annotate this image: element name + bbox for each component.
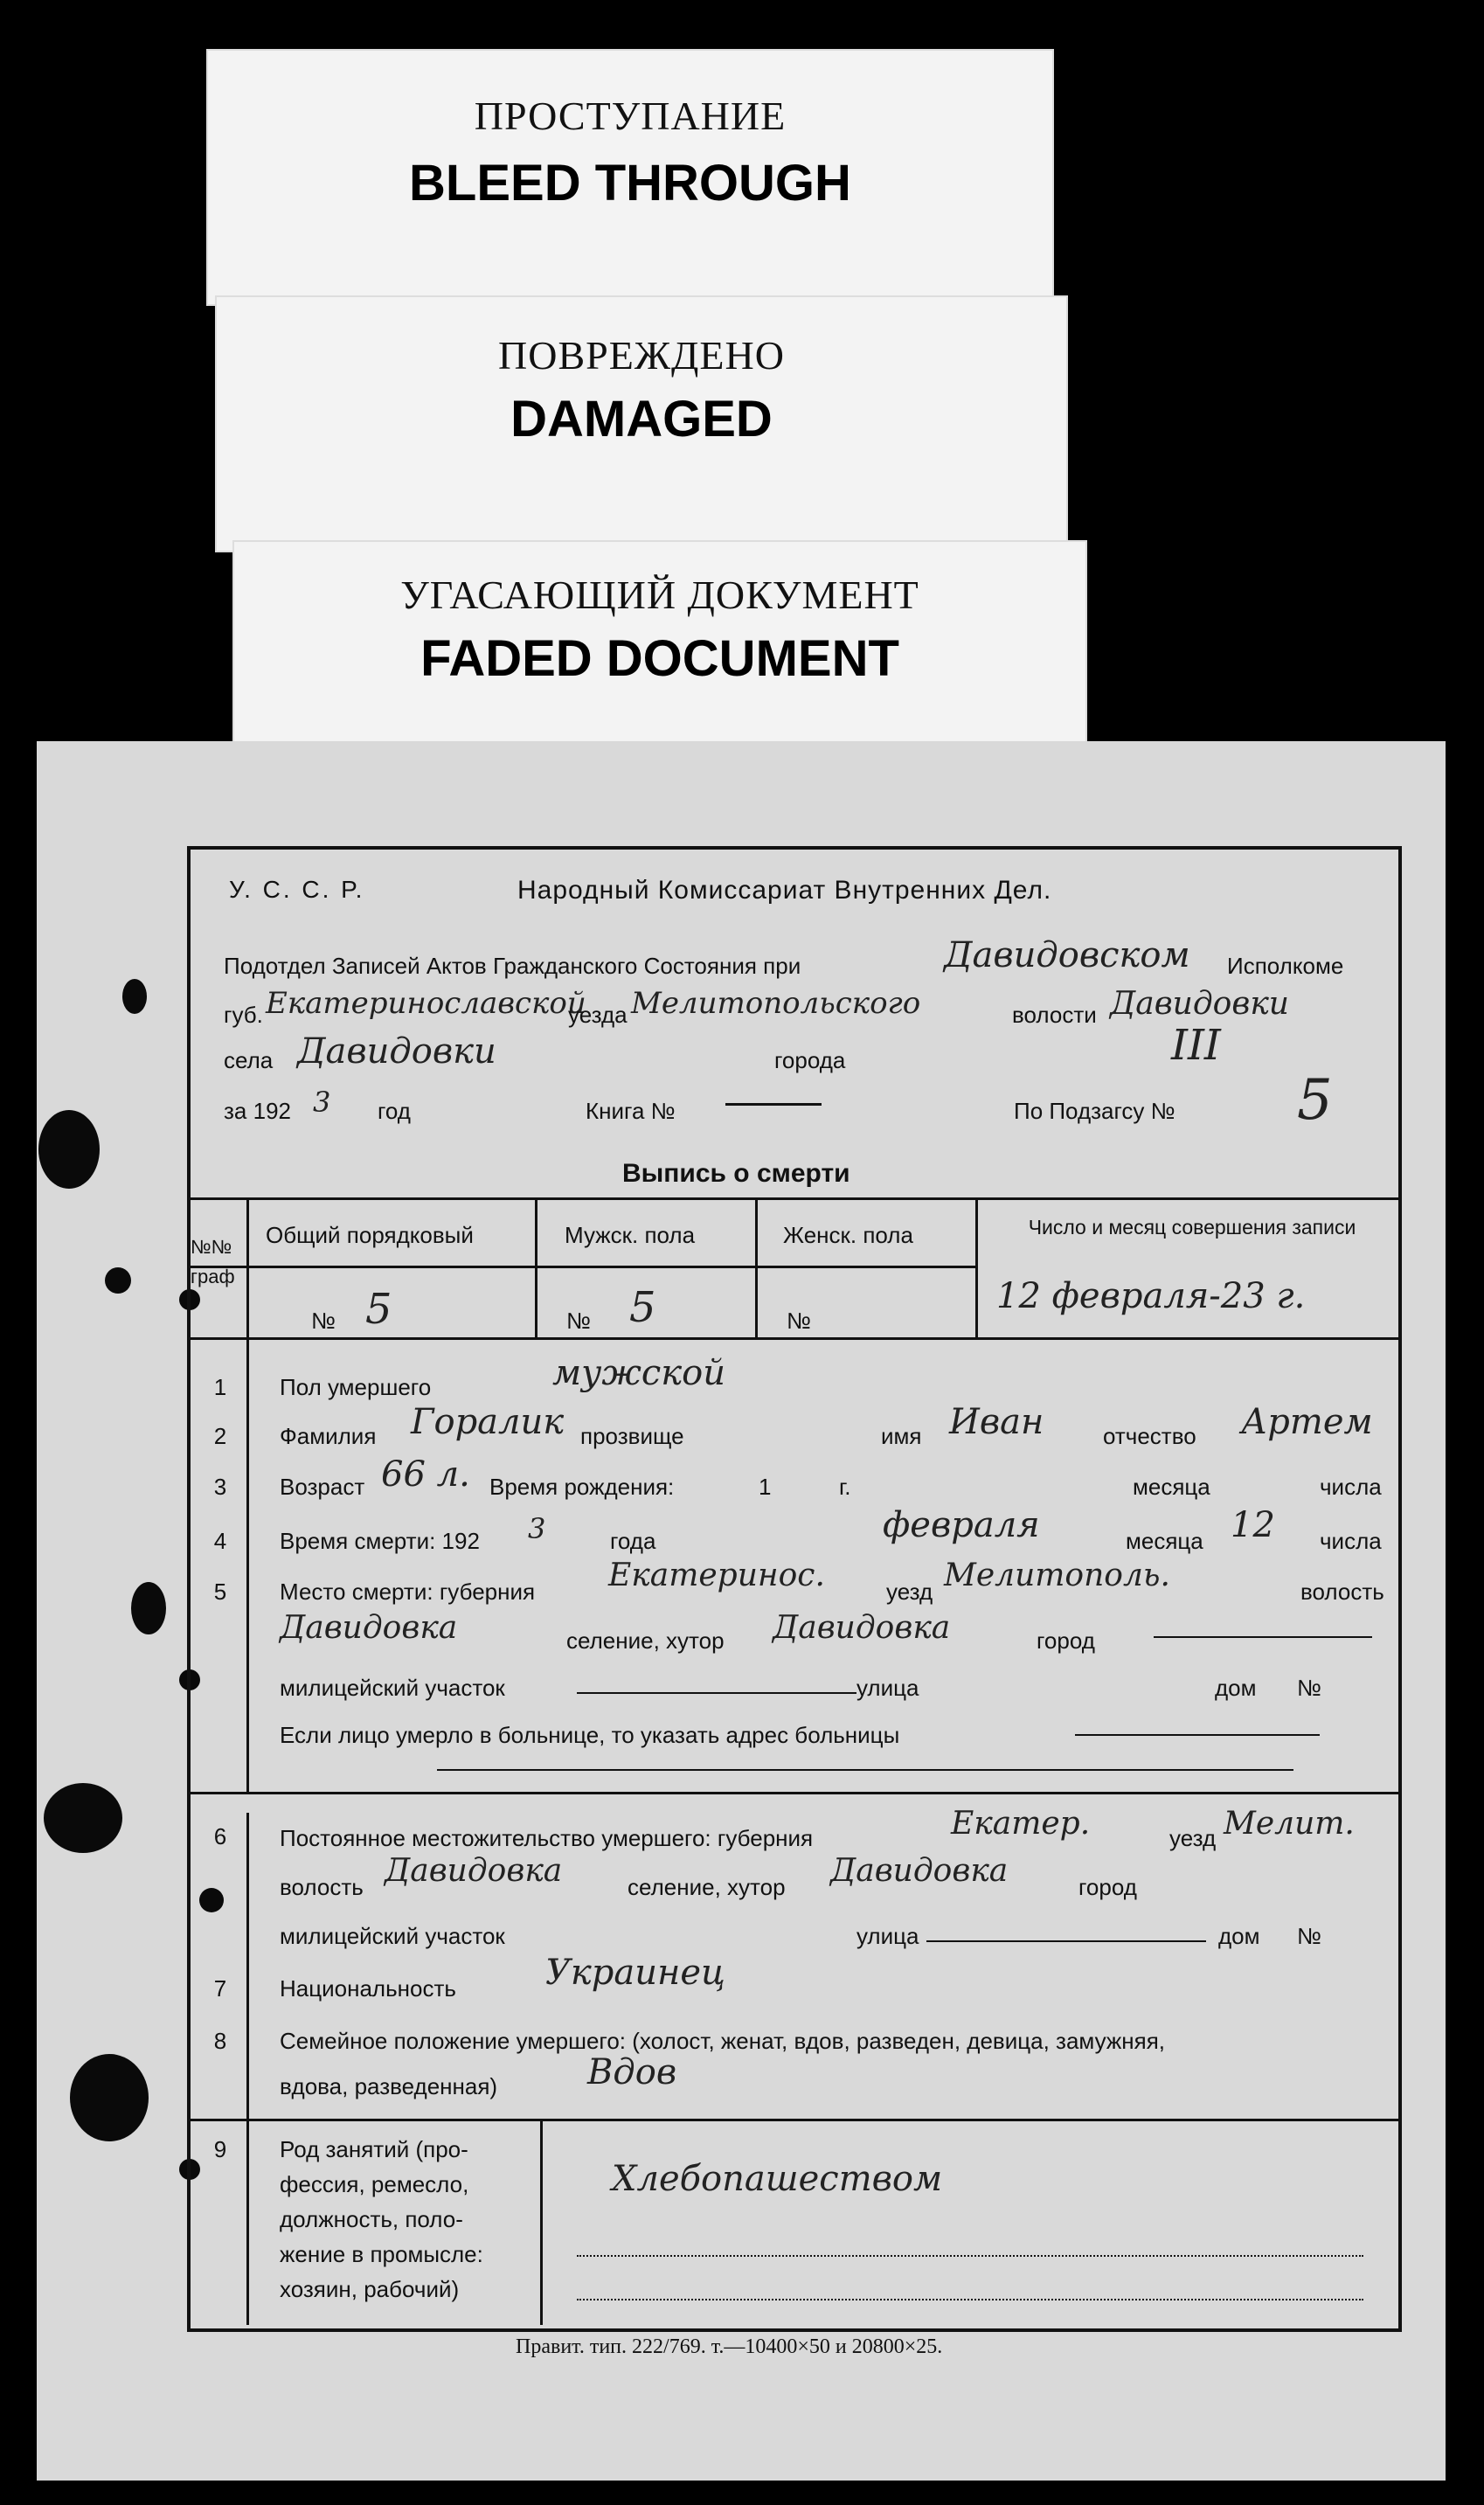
blank-line (437, 1769, 1293, 1771)
uezd-label: уезда (568, 1002, 628, 1028)
residence-gub-handwriting: Екатер. (951, 1806, 1091, 1842)
blank-line (577, 2255, 1363, 2257)
date-handwriting: 12 февраля-23 г. (996, 1276, 1306, 1316)
subdept-suffix: Исполкоме (1227, 953, 1344, 979)
printer-imprint: Правит. тип. 222/769. т.—10400×50 и 20800×25. (516, 2335, 943, 2358)
col-female-header: Женск. пола (783, 1222, 913, 1248)
card-en-label: DAMAGED (510, 391, 773, 448)
field-label: 1 (759, 1474, 772, 1500)
field-label: г. (839, 1474, 851, 1500)
row-number: 4 (213, 1528, 227, 1554)
field-label: милицейский участок (280, 1923, 505, 1949)
field-label: Род занятий (про- (280, 2136, 468, 2162)
blank-line (1154, 1636, 1372, 1638)
binding-hole (122, 979, 147, 1014)
field-label: дом (1215, 1675, 1257, 1701)
col-male-header: Мужск. пола (565, 1222, 696, 1248)
subdept-handwriting: Давидовском (944, 935, 1190, 975)
row-number: 8 (213, 2028, 227, 2054)
field-label: прозвище (580, 1423, 684, 1449)
female-no-label: № (787, 1308, 811, 1334)
patronymic-handwriting: Артем (1241, 1402, 1373, 1442)
ussr-label: У. С. С. Р. (229, 876, 365, 903)
field-label: милицейский участок (280, 1675, 505, 1701)
field-label: Семейное положение умершего: (холост, женат, вдов, разведен, девица, замужняя, (280, 2028, 1166, 2054)
goroda-label: города (774, 1047, 846, 1073)
card-en-label: BLEED THROUGH (409, 155, 851, 212)
field-label: город (1037, 1627, 1095, 1654)
volost-handwriting: Давидовки (1110, 986, 1289, 1022)
field-label: месяца (1126, 1528, 1203, 1554)
card-en-label: FADED DOCUMENT (420, 630, 899, 687)
field-label: № (1297, 1675, 1321, 1701)
field-label: уезд (886, 1579, 933, 1605)
field-label: волость (280, 1874, 364, 1900)
field-label: Если лицо умерло в больнице, то указать адрес больницы (280, 1722, 900, 1748)
sex-handwriting: мужской (552, 1353, 725, 1393)
field-label: Время рождения: (489, 1474, 675, 1500)
mark-handwriting: III (1171, 1021, 1221, 1070)
field-label: жение в промысле: (280, 2241, 483, 2267)
nationality-handwriting: Украинец (545, 1953, 725, 1993)
residence-volost-handwriting: Давидовка (385, 1853, 563, 1889)
faded-document-card (234, 542, 1085, 745)
podzagsu-label: По Подзагсу № (1014, 1098, 1175, 1124)
death-gub-handwriting: Екатеринос. (608, 1558, 825, 1593)
card-ru-label: ПРОСТУПАНИЕ (474, 94, 787, 138)
name-handwriting: Иван (949, 1402, 1044, 1442)
field-label: Национальность (280, 1975, 456, 2002)
death-volost-handwriting: Давидовка (280, 1610, 458, 1646)
card-ru-label: УГАСАЮЩИЙ ДОКУМЕНТ (400, 572, 919, 617)
field-label: Возраст (280, 1474, 365, 1500)
death-day-handwriting: 12 (1231, 1505, 1275, 1545)
field-label: фессия, ремесло, (280, 2171, 469, 2197)
col-nn-header: №№ граф (191, 1236, 235, 1287)
table-top-rule (187, 1197, 1398, 1200)
male-handwriting: 5 (629, 1283, 656, 1332)
field-label: № (1297, 1923, 1321, 1949)
field-label: имя (881, 1423, 922, 1449)
bleed-through-card (208, 51, 1052, 304)
gub-label: губ. (224, 1002, 263, 1028)
blank-line (1075, 1734, 1320, 1736)
podzagsu-handwriting: 5 (1297, 1068, 1333, 1133)
residence-uezd-handwriting: Мелит. (1224, 1806, 1355, 1842)
row-number: 3 (213, 1474, 227, 1500)
occupation-divider (540, 2119, 543, 2325)
header-divider (187, 1266, 975, 1268)
form-title: Выпись о смерти (622, 1159, 850, 1188)
field-label: волость (1300, 1579, 1384, 1605)
col-divider (246, 1197, 249, 1339)
col-date-header: Число и месяц совершения записи (1028, 1216, 1356, 1239)
residence-hutor-handwriting: Давидовка (830, 1853, 1009, 1889)
field-label: селение, хутор (628, 1874, 786, 1900)
field-label: Пол умершего (280, 1374, 432, 1400)
field-label: Постоянное местожительство умершего: губерния (280, 1825, 814, 1851)
ministry-title: Народный Комиссариат Внутренних Дел. (517, 876, 1052, 905)
row-number: 9 (213, 2136, 227, 2162)
volost-label: волости (1012, 1002, 1097, 1028)
gub-handwriting: Екатеринославской (266, 986, 586, 1021)
binding-hole (105, 1267, 131, 1294)
col-divider (755, 1197, 758, 1339)
row-number: 2 (213, 1423, 227, 1449)
row-number: 5 (213, 1579, 227, 1605)
field-label: Место смерти: губерния (280, 1579, 536, 1605)
death-hutor-handwriting: Давидовка (773, 1610, 951, 1646)
section-rule (187, 1792, 1398, 1794)
field-label: селение, хутор (566, 1627, 725, 1654)
total-no-label: № (311, 1308, 336, 1334)
death-uezd-handwriting: Мелитополь. (944, 1558, 1170, 1593)
field-label: дом (1218, 1923, 1260, 1949)
section-rule (187, 2119, 1398, 2121)
row-number: 1 (213, 1374, 227, 1400)
field-label: года (610, 1528, 656, 1554)
binding-hole (44, 1783, 122, 1853)
surname-handwriting: Горалик (411, 1402, 565, 1442)
number-column-rule (246, 1813, 249, 2325)
col-total-header: Общий порядковый (266, 1222, 474, 1248)
row-number: 7 (213, 1975, 227, 2002)
field-label: Фамилия (280, 1423, 377, 1449)
row-number: 6 (213, 1823, 227, 1849)
blank-line (577, 2299, 1363, 2300)
col-divider (975, 1197, 978, 1339)
card-ru-label: ПОВРЕЖДЕНО (498, 333, 785, 378)
binding-hole (131, 1582, 166, 1634)
kniga-dash (725, 1103, 822, 1106)
field-label: Время смерти: 192 (280, 1528, 480, 1554)
field-label: должность, поло- (280, 2206, 463, 2232)
binding-hole (38, 1110, 100, 1189)
occupation-handwriting: Хлебопашеством (612, 2159, 943, 2199)
field-label: месяца (1133, 1474, 1210, 1500)
age-handwriting: 66 л. (381, 1454, 470, 1495)
damaged-card (217, 297, 1066, 551)
field-label: хозяин, рабочий) (280, 2276, 460, 2302)
kniga-label: Книга № (586, 1098, 676, 1124)
male-no-label: № (566, 1308, 591, 1334)
number-column-rule (246, 1337, 249, 1792)
field-label: числа (1320, 1474, 1382, 1500)
total-handwriting: 5 (365, 1285, 392, 1334)
death-month-handwriting: февраля (883, 1505, 1040, 1545)
uezd-handwriting: Мелитопольского (631, 986, 921, 1021)
table-bottom-rule (187, 1337, 1398, 1340)
field-label: улица (856, 1923, 919, 1949)
sela-handwriting: Давидовки (297, 1031, 496, 1072)
field-label: уезд (1169, 1825, 1217, 1851)
blank-line (926, 1940, 1206, 1942)
field-label: числа (1320, 1528, 1382, 1554)
marital-status-handwriting: Вдов (587, 2052, 677, 2092)
field-label: отчество (1103, 1423, 1196, 1449)
subdept-label: Подотдел Записей Актов Гражданского Состояния при (224, 953, 801, 979)
za-god-label: за 192 (224, 1098, 291, 1124)
field-label: город (1078, 1874, 1137, 1900)
field-label: вдова, разведенная) (280, 2073, 498, 2099)
year-handwriting: 3 (313, 1086, 331, 1119)
binding-hole (70, 2054, 149, 2141)
field-label: улица (856, 1675, 919, 1701)
blank-line (577, 1692, 856, 1694)
death-year-handwriting: 3 (528, 1512, 546, 1545)
col-divider (535, 1197, 537, 1339)
sela-label: села (224, 1047, 274, 1073)
god-label: год (378, 1098, 411, 1124)
